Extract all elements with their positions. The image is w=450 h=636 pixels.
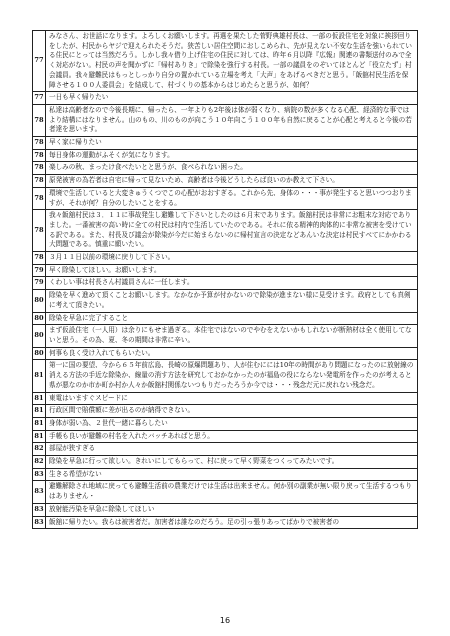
comment-text-cell: 環境で生活していると大変きゅうくつでこの心配がおおすぎる。これから先、身体の・・・事が発生すると思いつつおりますが、それが何？自分のしたいことをする。: [46, 187, 418, 209]
row-number-cell: 81: [33, 360, 46, 392]
row-number-cell: 78: [33, 187, 46, 209]
table-row: [33, 252, 418, 265]
table-row: [33, 468, 418, 481]
table-row: [33, 325, 418, 347]
table-row: [33, 264, 418, 277]
table-row: [33, 92, 418, 105]
comment-text-cell: 毎日身体の運動がふそくが気になります。: [46, 149, 418, 162]
row-number-cell: 83: [33, 516, 46, 529]
comment-text-cell: 我々飯舘村民は３．１１に事故発生し避難して下さいとしたのは６月末であります。飯舘村民は非常にお粗末な対応でありました。一番被害の高い時に全ての村民は村内で生活していたのである。それに依る精神的肉体的に非常な被害を受けている訳である。また、村長及び議会が除染が今だに始まらないのに帰村宣言の決定などあんいな決定は村民すべてにかかわる大問題である。慎重に願いたい。: [46, 210, 418, 252]
row-number-cell: 81: [33, 405, 46, 418]
comment-text-cell: 除染を早急に行って欲しい。きれいにしてもらって、村に戻って早く野菜をつくってみたいです。: [46, 456, 418, 469]
row-number-cell: 80: [33, 312, 46, 325]
row-number-cell: 83: [33, 481, 46, 503]
table-row: [33, 290, 418, 312]
row-number-cell: 82: [33, 443, 46, 456]
comment-text-cell: 何事も良く受け入れてもらいたい。: [46, 347, 418, 360]
comment-text-cell: 避難解除され地域に戻っても避難生活前の農業だけでは生活は出来ません。何か別の副業が無い限り戻って生活するつもりはありません・: [46, 481, 418, 503]
comment-text-cell: 行政区間で賠償額に差が出るのが納得できない。: [46, 405, 418, 418]
comment-text-cell: 放射能汚染を早急に除染してほしい: [46, 503, 418, 516]
row-number-cell: 81: [33, 392, 46, 405]
table-row: [33, 456, 418, 469]
table-row: [33, 104, 418, 136]
comment-text-cell: 身体が弱い為、２世代一緒に暮らしたい: [46, 417, 418, 430]
table-row: [33, 187, 418, 209]
table-row: [33, 175, 418, 188]
row-number-cell: 81: [33, 417, 46, 430]
row-number-cell: 77: [33, 31, 46, 92]
row-number-cell: 80: [33, 325, 46, 347]
comment-table-container: [32, 30, 418, 529]
comment-text-cell: ３月１１日以前の環境に戻りして下さい。: [46, 252, 418, 265]
table-row: [33, 443, 418, 456]
comment-text-cell: 東電はいますぐスピードに: [46, 392, 418, 405]
table-row: [33, 417, 418, 430]
comment-text-cell: 除染を早く進めて頂くことお願いします。なかなか予算が付かないので除染が進まない様に見受けます。政府としても真剣に考えて頂きたい。: [46, 290, 418, 312]
comment-text-cell: 除染を早急に完了すること: [46, 312, 418, 325]
comment-text-cell: 部屋が狭すぎる: [46, 443, 418, 456]
table-row: [33, 405, 418, 418]
row-number-cell: 82: [33, 456, 46, 469]
row-number-cell: 80: [33, 347, 46, 360]
comment-text-cell: 早く家に帰りたい: [46, 137, 418, 150]
row-number-cell: 78: [33, 175, 46, 188]
table-row: [33, 430, 418, 443]
comment-text-cell: 楽しみの秋、まったけ食べたいとと思うが、食べられない困った。: [46, 162, 418, 175]
comment-text-cell: 飯舘に帰りたい。我らは被害者だ。加害者は誰なのだろう。足の引っ張りあってばかりで被害者の: [46, 516, 418, 529]
comment-text-cell: 一日も早く帰りたい: [46, 92, 418, 105]
comment-table: [32, 30, 418, 529]
row-number-cell: 79: [33, 277, 46, 290]
table-row: [33, 360, 418, 392]
table-row: [33, 503, 418, 516]
page-number: 16: [219, 616, 231, 625]
table-row: [33, 31, 418, 92]
comment-text-cell: 早く除染してほしい。お願いします。: [46, 264, 418, 277]
table-row: [33, 516, 418, 529]
comment-text-cell: 手帳も良いが避難の村名を入れたバッチあればと思う。: [46, 430, 418, 443]
row-number-cell: 78: [33, 104, 46, 136]
row-number-cell: 79: [33, 264, 46, 277]
row-number-cell: 80: [33, 290, 46, 312]
table-row: [33, 277, 418, 290]
table-row: [33, 162, 418, 175]
row-number-cell: 78: [33, 162, 46, 175]
row-number-cell: 81: [33, 430, 46, 443]
table-row: [33, 210, 418, 252]
row-number-cell: 77: [33, 92, 46, 105]
comment-text-cell: 第一に国の要望、今から６５年前広島、長崎の原爆問題あり、人が住むにには10年の時間があり問題になったのに放射線の消える方法の手近な除染か、線量の消す方法を研究しておかなかったのが福島の役にならない発電所を作ったのが考えると県が悪なのか市か町か村か人々か飯舘村関係ないつもりだったろうか今では・・・残念だ元に戻れない残念だ。: [46, 360, 418, 392]
row-number-cell: 78: [33, 252, 46, 265]
comment-table-body: [33, 31, 418, 529]
row-number-cell: 83: [33, 503, 46, 516]
table-row: [33, 347, 418, 360]
comment-text-cell: みなさん、お世話になります。よろしくお願いします。再選を果たした菅野典雄村長は、一部の仮設住宅を対象に挨拶回りをしたが、村民からヤジで迎えられたそうだ。狭苦しい居住空間におしこめられ、先が見えない不安な生活を強いられている住民にとっては当然だろう。しかし我々借り上げ住宅の住民に対しては、昨年６月以降『広報』関連の書類送付のみで全く対応がない。村民の声を聞かずに「帰村ありき」で除染を強行する村長。一部の議員をのぞいてほとんど「役立たず」村会議員。我々避難民はもっとしっかり自分の置かれている立場を考え「大声」をあげるべきだと思う。「飯舘村民生活を保障させる１００人委員会」を結成して、村づくりの基本からはじめたらと思うが、如何？: [46, 31, 418, 92]
row-number-cell: 78: [33, 210, 46, 252]
comment-text-cell: 生きる希望がない: [46, 468, 418, 481]
table-row: [33, 392, 418, 405]
comment-text-cell: 原発被害の為若者は自宅に帰って見ないため、高齢者は今後どうしたらば良いのか教えて下さい。: [46, 175, 418, 188]
table-row: [33, 312, 418, 325]
row-number-cell: 83: [33, 468, 46, 481]
comment-text-cell: まず仮設住宅（一人用）は余りにもせま過ぎる。本住宅ではないのでやむをえないかもしれないが断熱材は全く使用してないと思う。その為、夏、冬の期間は非常に辛い。: [46, 325, 418, 347]
table-row: [33, 137, 418, 150]
row-number-cell: 78: [33, 149, 46, 162]
comment-text-cell: 私達は高齢者なので今後長期に、帰ったら、一年よりも2年後は体が弱くなり、病院の数が多くなる心配、経済的な事ではより結構にはなりません。山のもの、川のものが向こう１０年向こう１００年も自然に戻ることが心配と考えると今後の若者達を思います。: [46, 104, 418, 136]
row-number-cell: 78: [33, 137, 46, 150]
table-row: [33, 481, 418, 503]
comment-text-cell: くわしい事は村長さん村議員さんに一任します。: [46, 277, 418, 290]
table-row: [33, 149, 418, 162]
